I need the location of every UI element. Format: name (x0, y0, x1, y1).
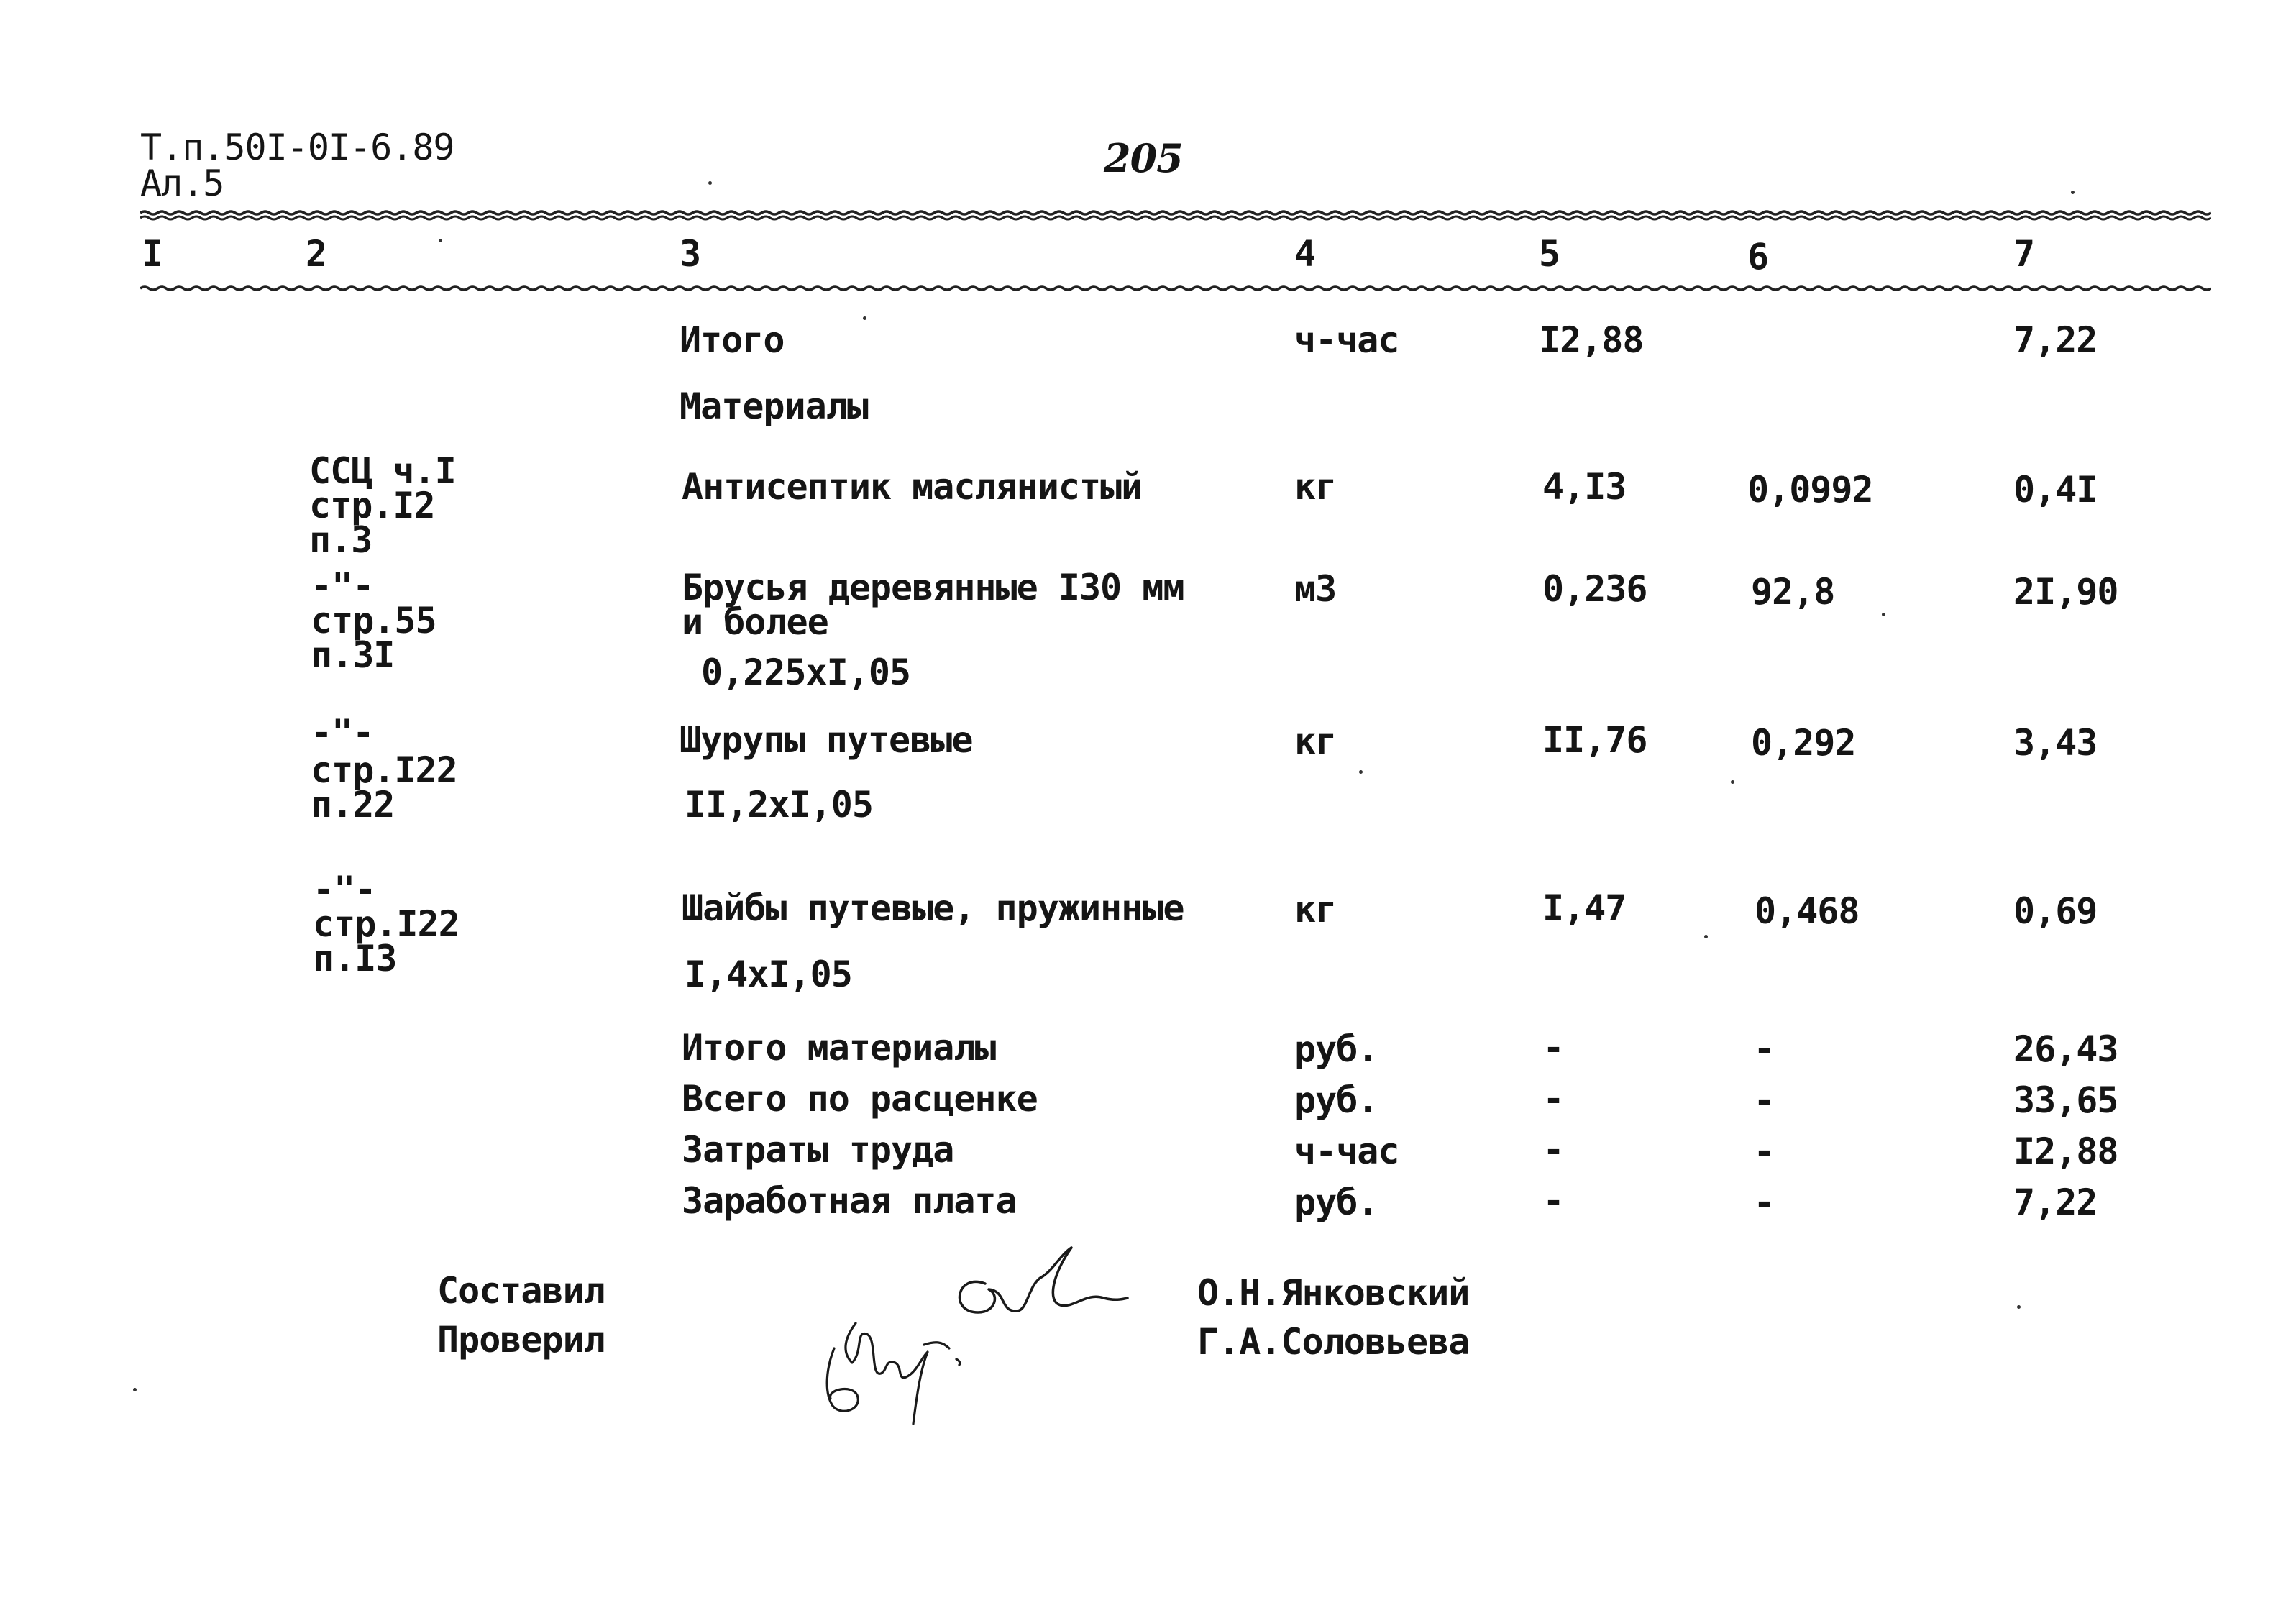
washers-sum: 0,69 (2013, 890, 2098, 932)
total-materials-unit: руб. (1294, 1028, 1378, 1070)
total-materials-name: Итого материалы (682, 1027, 996, 1069)
total-materials-sum: 26,43 (2013, 1028, 2118, 1070)
column-header-5: 5 (1539, 233, 1560, 275)
labor-cost-qty: - (1542, 1129, 1564, 1171)
labor-cost-name: Затраты труда (682, 1129, 954, 1171)
album-number: Ал.5 (140, 163, 224, 204)
scan-speck (863, 316, 866, 320)
total-estimate-qty: - (1542, 1078, 1564, 1120)
antiseptic-name: Антисептик маслянистый (682, 466, 1143, 508)
compiled-by-label: Составил (437, 1270, 605, 1312)
screws-name: Шурупы путевые (680, 719, 973, 761)
wages-sum: 7,22 (2013, 1181, 2098, 1223)
total-estimate-sum: 33,65 (2013, 1079, 2118, 1121)
beams-name-line-1: Брусья деревянные I30 мм (682, 567, 1184, 608)
screws-price: 0,292 (1751, 722, 1856, 764)
total-materials-qty: - (1542, 1027, 1564, 1069)
itogo-sum: 7,22 (2013, 319, 2098, 361)
washers-price: 0,468 (1755, 890, 1860, 932)
screws-sum: 3,43 (2013, 722, 2098, 764)
total-estimate-name: Всего по расценке (682, 1078, 1038, 1120)
itogo-name: Итого (680, 319, 785, 361)
screws-ref-line-1: -"- (311, 712, 374, 754)
washers-calculation: I,4хI,05 (685, 954, 852, 995)
column-header-6: 6 (1747, 236, 1769, 278)
antiseptic-ref-line-3: п.3 (309, 519, 372, 561)
labor-cost-unit: ч-час (1294, 1130, 1399, 1172)
washers-unit: кг (1294, 889, 1337, 931)
scan-speck (1359, 770, 1363, 774)
beams-ref-line-3: п.3I (311, 634, 395, 676)
scan-speck (708, 181, 712, 185)
scan-speck (2017, 1305, 2021, 1309)
beams-calculation: 0,225хI,05 (701, 652, 911, 693)
scan-speck (439, 239, 442, 242)
screws-ref-line-2: стр.I22 (311, 749, 457, 791)
wages-unit: руб. (1294, 1181, 1378, 1223)
beams-qty: 0,236 (1542, 568, 1647, 610)
scan-speck (2071, 191, 2075, 194)
checked-by-name: Г.А.Соловьева (1197, 1321, 1470, 1363)
column-header-4: 4 (1294, 233, 1316, 275)
materials-heading: Материалы (680, 385, 868, 427)
header-rule-bottom (140, 283, 2211, 295)
column-header-2: 2 (306, 233, 327, 275)
page-number: 205 (1104, 135, 1183, 181)
screws-unit: кг (1294, 721, 1337, 762)
scan-speck (1882, 613, 1885, 616)
total-materials-price: - (1753, 1028, 1775, 1070)
antiseptic-sum: 0,4I (2013, 469, 2098, 511)
wages-name: Заработная плата (682, 1180, 1017, 1222)
column-header-3: 3 (680, 233, 701, 275)
washers-ref-line-1: -"- (313, 869, 376, 910)
screws-calculation: II,2хI,05 (685, 784, 873, 826)
scan-speck (133, 1388, 137, 1391)
itogo-qty: I2,88 (1539, 319, 1644, 361)
beams-ref-line-1: -"- (311, 565, 374, 607)
scan-speck (1704, 935, 1708, 938)
antiseptic-price: 0,0992 (1747, 469, 1873, 511)
checker-signature (813, 1309, 1000, 1431)
wages-qty: - (1542, 1180, 1564, 1222)
antiseptic-ref-line-2: стр.I2 (309, 485, 435, 526)
washers-name: Шайбы путевые, пружинные (682, 887, 1184, 929)
wages-price: - (1753, 1181, 1775, 1223)
checked-by-label: Проверил (437, 1319, 605, 1361)
antiseptic-ref-line-1: ССЦ ч.I (309, 450, 456, 492)
antiseptic-unit: кг (1294, 466, 1337, 508)
column-header-7: 7 (2013, 233, 2035, 275)
doc-code: Т.п.50I-0I-6.89 (140, 127, 454, 168)
beams-price: 92,8 (1751, 571, 1835, 613)
compiled-by-name: О.Н.Янковский (1197, 1272, 1470, 1314)
washers-ref-line-3: п.I3 (313, 938, 397, 979)
header-rule-top (140, 210, 2211, 221)
antiseptic-qty: 4,I3 (1542, 466, 1627, 508)
total-estimate-price: - (1753, 1079, 1775, 1121)
beams-name-line-2: и более (682, 601, 828, 643)
labor-cost-price: - (1753, 1130, 1775, 1172)
washers-qty: I,47 (1542, 887, 1627, 929)
screws-qty: II,76 (1542, 719, 1647, 761)
total-estimate-unit: руб. (1294, 1079, 1378, 1121)
labor-cost-sum: I2,88 (2013, 1130, 2118, 1172)
screws-ref-line-3: п.22 (311, 784, 395, 826)
scan-speck (1731, 780, 1734, 784)
washers-ref-line-2: стр.I22 (313, 903, 459, 945)
itogo-unit: ч-час (1294, 319, 1399, 361)
beams-unit: м3 (1294, 568, 1337, 610)
beams-sum: 2I,90 (2013, 571, 2118, 613)
beams-ref-line-2: стр.55 (311, 600, 436, 641)
column-header-1: I (142, 233, 163, 275)
